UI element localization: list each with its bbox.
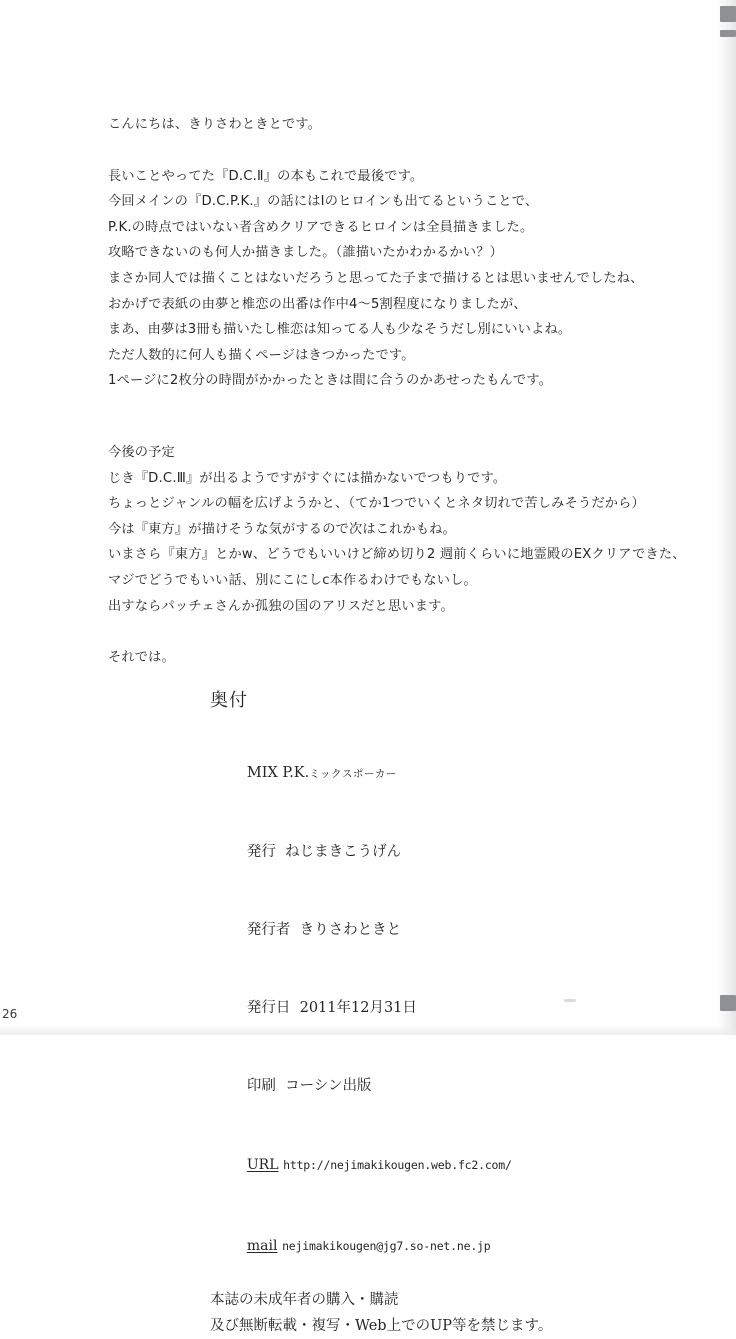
scan-marker-bottom-right bbox=[720, 995, 736, 1011]
publisher-row bbox=[210, 813, 630, 891]
paragraph-gap bbox=[108, 420, 668, 440]
paragraph-one-line-7: まあ、由夢は3冊も描いたし椎恋は知ってる人も少なそうだし別にいいよね。 bbox=[108, 322, 572, 338]
printer-row bbox=[210, 1047, 630, 1125]
publisher-label: 発行 bbox=[246, 844, 276, 860]
paragraph-two-line-5: マジでどうでもいい話、別にこにしс本作るわけでもないし。 bbox=[108, 572, 477, 588]
url-row bbox=[210, 1125, 630, 1206]
colophon-title: 奥付 bbox=[210, 690, 248, 711]
colophon-block bbox=[210, 688, 630, 1339]
publish-date-value: 2011年12月31日 bbox=[299, 1000, 417, 1016]
paragraph-one-line-6: おかげで表紙の由夢と椎恋の出番は作中4〜5割程度になりましたが、 bbox=[108, 296, 527, 312]
mail-label: mail bbox=[246, 1238, 278, 1254]
paragraph-two-line-4: いまさら『東方』とかw、どうでもいいけど締め切り2 週前くらいに地霊殿のEXクリアできた、 bbox=[108, 547, 686, 563]
greeting-paragraph bbox=[108, 112, 668, 138]
paragraph-one-line-9: 1ページに2枚分の時間がかかったときは間に合うのかあせったもんです。 bbox=[108, 373, 552, 389]
paragraph-two-line-3: 今は『東方』が描けそうな気がするので次はこれかもね。 bbox=[108, 521, 457, 537]
doujin-title-ruby: ミックスポーカー bbox=[309, 768, 397, 780]
mail-row bbox=[210, 1206, 630, 1287]
paragraph-two bbox=[108, 440, 686, 619]
printer-label: 印刷 bbox=[246, 1078, 276, 1094]
paragraph-one-line-8: ただ人数的に何人も描くページはきつかったです。 bbox=[108, 347, 415, 363]
scan-marker-top-right-1 bbox=[720, 6, 736, 22]
scan-artifact bbox=[564, 999, 576, 1002]
paragraph-one bbox=[108, 164, 668, 394]
notice-line-1: 本誌の未成年者の購入・購読 bbox=[210, 1292, 399, 1308]
paragraph-one-line-5: まさか同人では描くことはないだろうと思ってた子まで描けるとは思いませんでしたね、 bbox=[108, 270, 644, 286]
publish-date-label: 発行日 bbox=[246, 1000, 291, 1016]
publisher-person-value: きりさわときと bbox=[299, 922, 402, 938]
colophon-list bbox=[210, 734, 630, 1339]
paragraph-two-line-6: 出すならパッチェさんか孤独の国のアリスだと思います。 bbox=[108, 598, 454, 614]
publisher-value: ねじまきこうげん bbox=[285, 844, 402, 860]
page-edge-shading-right bbox=[718, 0, 736, 1035]
paragraph-one-line-1: 長いことやってた『D.C.Ⅱ』の本もこれで最後です。 bbox=[108, 168, 424, 184]
printer-value: コーシン出版 bbox=[285, 1078, 372, 1094]
publisher-person-row bbox=[210, 891, 630, 969]
url-value[interactable]: http://nejimakikougen.web.fc2.com/ bbox=[283, 1158, 512, 1172]
future-plans-heading: 今後の予定 bbox=[108, 444, 175, 460]
colophon-title-row bbox=[210, 734, 630, 813]
paragraph-one-line-3: P.K.の時点ではいない者含めクリアできるヒロインは全員描きました。 bbox=[108, 219, 534, 235]
url-label: URL bbox=[246, 1157, 279, 1173]
publish-date-row bbox=[210, 969, 630, 1047]
paragraph-two-line-2: ちょっとジャンルの幅を広げようかと、（てか1つでいくとネタ切れで苦しみそうだから） bbox=[108, 496, 645, 512]
paragraph-two-line-1: じき『D.C.Ⅲ』が出るようですがすぐには描かないでつもりです。 bbox=[108, 470, 507, 486]
scan-marker-top-right-2 bbox=[720, 30, 736, 37]
doujin-title: MIX P.K. bbox=[246, 765, 310, 781]
closing-line: それでは。 bbox=[108, 650, 175, 666]
mail-value[interactable]: nejimakikougen@jg7.so-net.ne.jp bbox=[282, 1239, 491, 1253]
afterword-body bbox=[108, 112, 686, 671]
greeting-line: こんにちは、きりさわときとです。 bbox=[108, 117, 322, 132]
paragraph-one-line-4: 攻略できないのも何人か描きました。（誰描いたかわかるかい？） bbox=[108, 245, 504, 261]
closing-paragraph bbox=[108, 645, 668, 671]
page-number: 26 bbox=[2, 1007, 18, 1021]
notice-line-2: 及び無断転載・複写・Web上でのUP等を禁じます。 bbox=[210, 1318, 553, 1334]
publisher-person-label: 発行者 bbox=[246, 922, 291, 938]
paragraph-one-line-2: 今回メインの『D.C.P.K.』の話にはⅠのヒロインも出てるということで、 bbox=[108, 194, 539, 210]
